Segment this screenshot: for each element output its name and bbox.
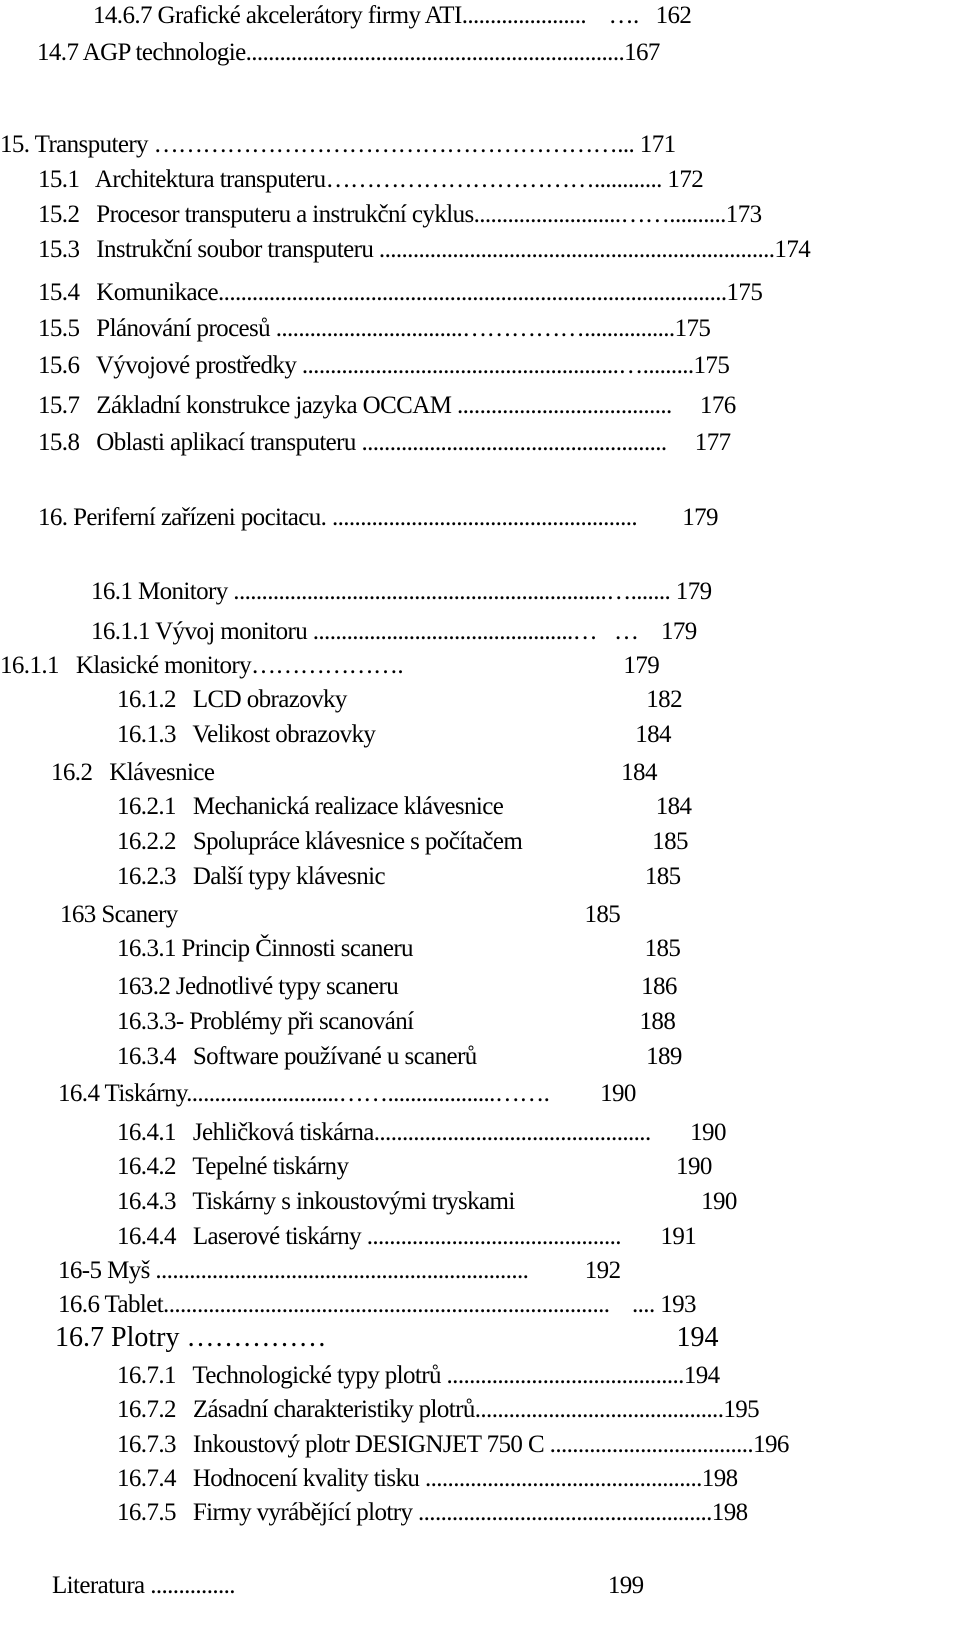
toc-line: 16.4.3 Tiskárny s inkoustovými tryskami 190 — [117, 1188, 737, 1215]
toc-line: 16.3.3- Problémy při scanování 188 — [117, 1008, 676, 1035]
toc-line: 15.6 Vývojové prostředky ........................................................….........175 — [38, 352, 730, 379]
toc-line: 16.1.1 Klasické monitory………………. 179 — [0, 652, 660, 679]
toc-line: 16.7.3 Inkoustový plotr DESIGNJET 750 C ....................................196 — [117, 1431, 789, 1458]
toc-line: 16.2.3 Další typy klávesnic 185 — [117, 863, 681, 890]
toc-line: 16.7 Plotry …………… 194 — [55, 1322, 719, 1353]
toc-line: 14.6.7 Grafické akcelerátory firmy ATI...................... …. 162 — [93, 2, 692, 29]
toc-line: 16.1.3 Velikost obrazovky 184 — [117, 721, 671, 748]
toc-line: 15.3 Instrukční soubor transputeru ......................................................................174 — [38, 236, 811, 263]
toc-line: 163.2 Jednotlivé typy scaneru 186 — [117, 973, 677, 1000]
toc-line: 163 Scanery 185 — [60, 901, 621, 928]
toc-line: 16.4.2 Tepelné tiskárny 190 — [117, 1153, 712, 1180]
toc-line: 16-5 Myš .................................................................. 192 — [58, 1257, 621, 1284]
toc-line: 16.7.4 Hodnocení kvality tisku .................................................198 — [117, 1465, 738, 1492]
toc-line: 16.1.1 Vývoj monitoru ..............................................… … 179 — [91, 618, 697, 645]
toc-line: 15.2 Procesor transputeru a instrukční cyklus..........................……..........173 — [38, 201, 762, 228]
toc-line: 15.8 Oblasti aplikací transputeru ...................................................... 177 — [38, 429, 731, 456]
toc-line: 16.4.1 Jehličková tiskárna................................................. 190 — [117, 1119, 726, 1146]
toc-line: 16.3.1 Princip Činnosti scaneru 185 — [117, 935, 681, 962]
toc-line: 16.1 Monitory ..................................................................…....... 179 — [91, 578, 712, 605]
toc-line: 16.7.1 Technologické typy plotrů ..........................................194 — [117, 1362, 720, 1389]
toc-line: 16.7.5 Firmy vyrábějící plotry ....................................................198 — [117, 1499, 748, 1526]
toc-line: 16.2.1 Mechanická realizace klávesnice 184 — [117, 793, 692, 820]
toc-line: 15. Transputery …………………………………………………... 171 — [0, 131, 676, 158]
toc-line: 16.7.2 Zásadní charakteristiky plotrů............................................195 — [117, 1396, 760, 1423]
toc-line: 15.7 Základní konstrukce jazyka OCCAM ...................................... 176 — [38, 392, 736, 419]
toc-line: 16.2.2 Spolupráce klávesnice s počítačem 185 — [117, 828, 688, 855]
toc-line: 15.4 Komunikace..........................................................................................175 — [38, 279, 763, 306]
toc-line: 16.4.4 Laserové tiskárny ............................................. 191 — [117, 1223, 697, 1250]
toc-line: 16. Periferní zařízeni pocitacu. ...................................................... 179 — [38, 504, 718, 531]
toc-line: 15.1 Architektura transputeru……………………………............ 172 — [38, 166, 704, 193]
toc-line: 16.6 Tablet............................................................................... .... 193 — [58, 1291, 696, 1318]
toc-line: 16.4 Tiskárny...........................……...................……. 190 — [58, 1080, 636, 1107]
toc-line: 16.3.4 Software používané u scanerů 189 — [117, 1043, 682, 1070]
toc-line: 16.1.2 LCD obrazovky 182 — [117, 686, 682, 713]
toc-line: Literatura ............... 199 — [52, 1572, 644, 1599]
toc-line: 15.5 Plánování procesů .................................……………................175 — [38, 315, 711, 342]
toc-line: 16.2 Klávesnice 184 — [51, 759, 657, 786]
toc-line: 14.7 AGP technologie...................................................................167 — [37, 39, 660, 66]
